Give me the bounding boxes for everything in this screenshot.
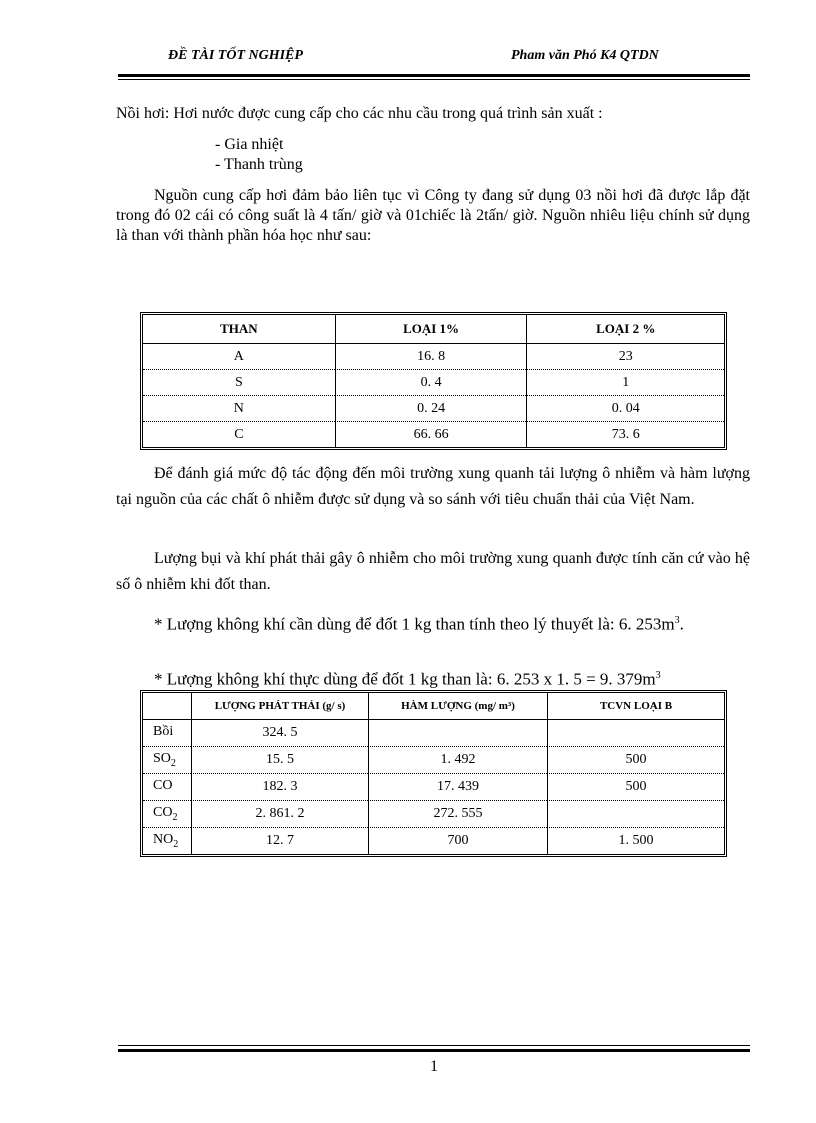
table-cell: S [143,369,335,395]
table-cell: 1. 500 [547,827,724,854]
pollutant-label: CO [153,805,173,821]
table-cell: N [143,395,335,421]
pollutant-subscript: 2 [173,838,179,850]
table-cell: 0. 04 [526,395,724,421]
table-cell: 272. 555 [368,800,547,827]
pollutant-subscript: 2 [172,811,178,823]
air-actual-superscript: 3 [655,670,661,681]
air-actual-text: * Lượng không khí thực dùng để đốt 1 kg than là: 6. 253 x 1. 5 = 9. 379m [154,669,656,689]
table-header-row [143,315,724,343]
table-cell: A [143,343,335,369]
footer-rule-thick [118,1049,750,1052]
table-row [143,827,724,854]
column-header: HÀM LƯỢNG (mg/ m³) [368,693,547,719]
paragraph-assess: Để đánh giá mức độ tác động đến môi trường xung quanh tải lượng ô nhiễm và hàm lượng tại nguồn của các chất ô nhiễm được sử dụng và so sánh với tiêu chuẩn thải của Việt Nam. [116,465,750,508]
table-header-row [143,693,724,719]
paragraph-supply: Nguồn cung cấp hơi đảm bảo liên tục vì Công ty đang sử dụng 03 nồi hơi đã được lắp đặt trong đó 02 cái có công suất là 4 tấn/ giờ và 01chiếc là 2tấn/ giờ. Nguồn nhiêu liệu chính sử dụng là than với thành phần hóa học như sau: [116,187,750,244]
table-cell [547,719,724,746]
table-cell: 324. 5 [191,719,368,746]
header-rule-thin [118,79,750,80]
pollutant-name [143,800,191,827]
column-header: LOẠI 2 % [526,315,724,343]
column-header: THAN [220,321,258,336]
table-cell: 73. 6 [526,421,724,447]
footer-rule-thin [118,1045,750,1046]
column-header: LƯỢNG PHÁT THẢI (g/ s) [191,693,368,719]
intro-paragraph: Nồi hơi: Hơi nước được cung cấp cho các nhu cầu trong quá trình sản xuất : [116,105,603,122]
table-row [143,343,724,369]
column-header: LOẠI 1% [335,315,527,343]
paragraph-air-actual [116,666,750,690]
table-cell: 66. 66 [335,421,527,447]
table-cell [547,800,724,827]
header-title: ĐỀ TÀI TỐT NGHIỆP [168,48,303,63]
table-cell: 1. 492 [368,746,547,773]
pollutant-label: SO [153,751,171,767]
table-cell: 500 [547,773,724,800]
table-cell: 12. 7 [191,827,368,854]
paragraph-dust: Lượng bụi và khí phát thải gây ô nhiễm cho môi trường xung quanh được tính căn cứ vào hệ số ô nhiễm khi đốt than. [116,550,750,593]
page-number: 1 [430,1058,438,1075]
column-header [143,693,191,719]
table-cell: 15. 5 [191,746,368,773]
table-cell: 182. 3 [191,773,368,800]
air-theory-end: . [679,614,684,634]
table-cell: C [143,421,335,447]
table-cell: 0. 4 [335,369,527,395]
table-cell: 16. 8 [335,343,527,369]
paragraph-air-theory [116,608,750,638]
pollutant-label: CO [153,778,173,794]
pollutant-subscript: 2 [170,757,176,769]
pollutant-name [143,746,191,773]
pollutant-label: NO [153,832,174,848]
table-row [143,800,724,827]
table-cell: 17. 439 [368,773,547,800]
table-row [143,369,724,395]
pollutant-name [143,719,191,746]
table-cell: 500 [547,746,724,773]
table-cell: 700 [368,827,547,854]
pollutant-label: Bồi [153,724,174,740]
table-cell [368,719,547,746]
bullet-sterilize: - Thanh trùng [215,156,303,173]
table-row [143,746,724,773]
air-theory-text: * Lượng không khí cần dùng để đốt 1 kg than tính theo lý thuyết là: 6. 253m [154,614,675,634]
table-row [143,773,724,800]
emission-table [140,690,727,857]
table-row [143,719,724,746]
header-author: Pham văn Phó K4 QTDN [511,48,659,63]
header-rule-thick [118,74,750,77]
table-cell: 0. 24 [335,395,527,421]
pollutant-name [143,827,191,854]
column-header: TCVN LOẠI B [547,693,724,719]
air-theory-superscript: 3 [674,615,680,626]
table-row [143,395,724,421]
coal-composition-table [140,312,727,450]
table-cell: 23 [526,343,724,369]
bullet-heating: - Gia nhiệt [215,136,284,153]
table-row [143,421,724,447]
pollutant-name [143,773,191,800]
table-cell: 1 [526,369,724,395]
table-cell: 2. 861. 2 [191,800,368,827]
